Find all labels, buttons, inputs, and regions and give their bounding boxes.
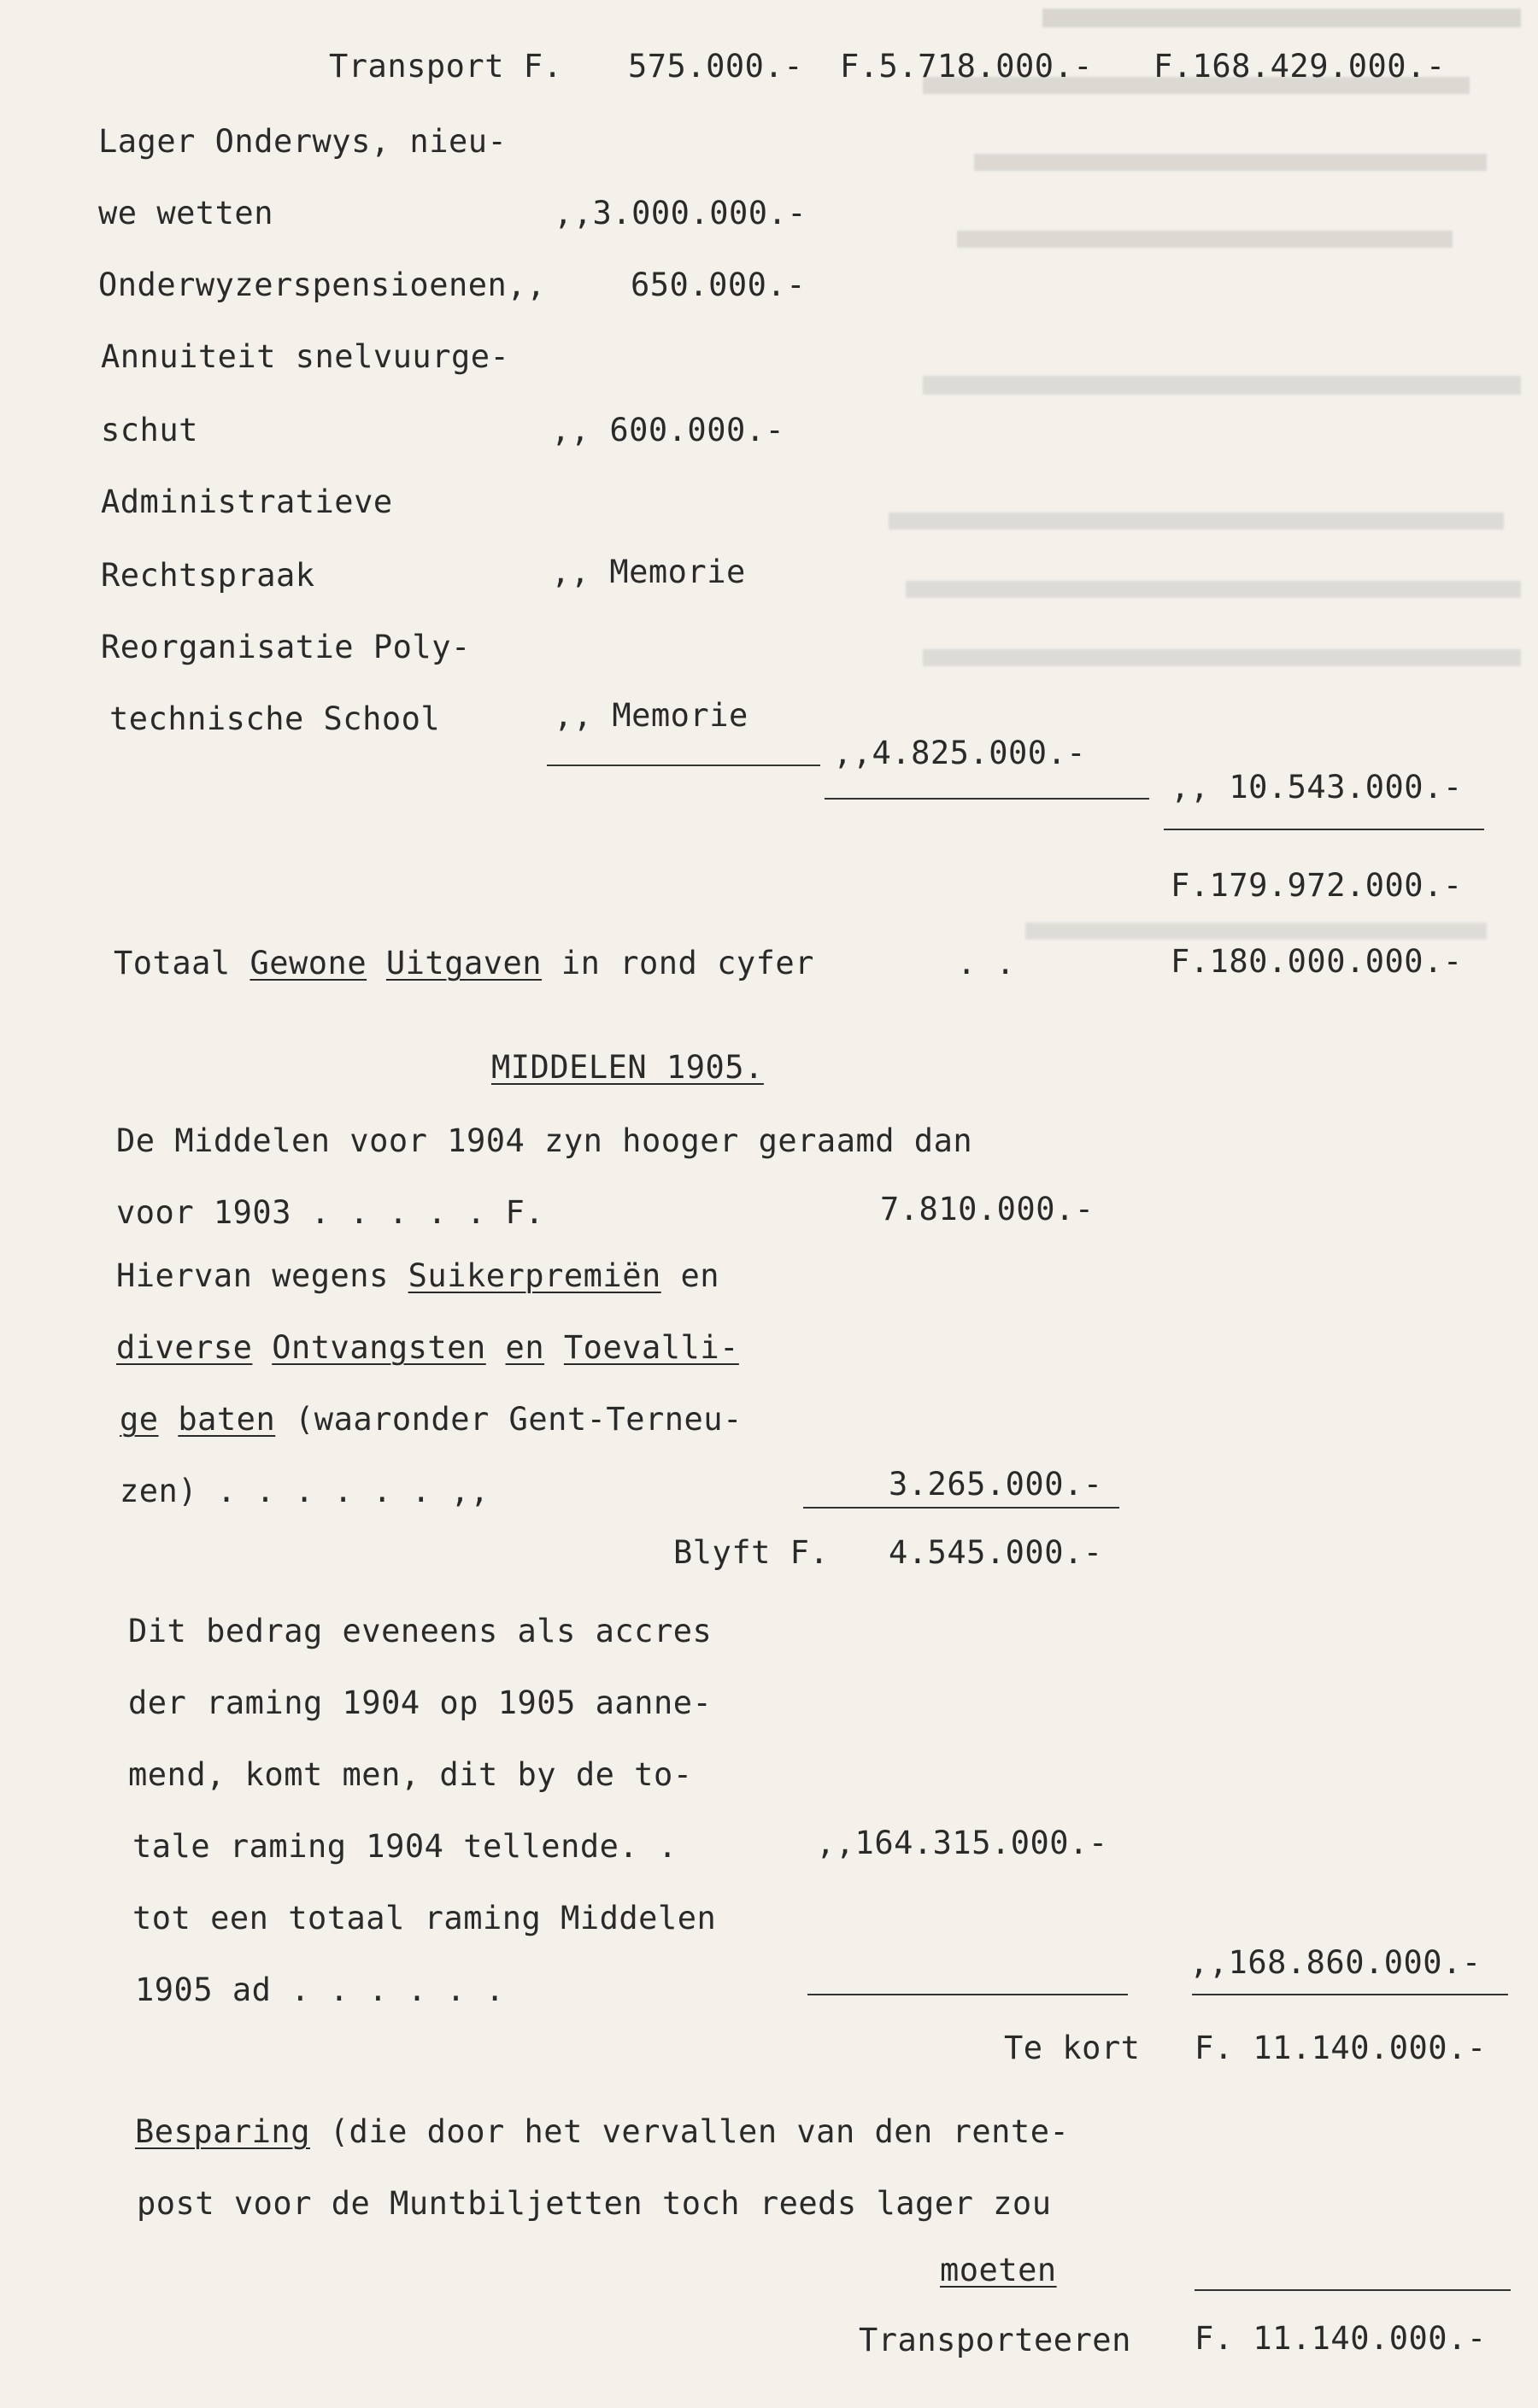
transport-col1: 575.000.- xyxy=(628,48,803,85)
transport-label: Transport F. xyxy=(329,48,563,85)
besparing-word: Besparing xyxy=(135,2113,310,2150)
middelen-text: mend, komt men, dit by de to- xyxy=(128,1756,693,1793)
totaal-prefix: Totaal xyxy=(114,945,231,981)
text-run: Hiervan wegens xyxy=(116,1257,389,1294)
text-run-underlined: Suikerpremiën xyxy=(408,1257,661,1294)
middelen-text: der raming 1904 op 1905 aanne- xyxy=(128,1684,713,1721)
item-label: Rechtspraak xyxy=(101,557,315,594)
text-run: (die door het vervallen van den rente- xyxy=(329,2113,1070,2150)
sum-col3: F.179.972.000.- xyxy=(1171,867,1463,904)
item-amount: ,, Memorie xyxy=(551,554,746,590)
middelen-text: 1905 ad . . . . . . xyxy=(135,1972,505,2008)
middelen-amount: 7.810.000.- xyxy=(880,1191,1095,1227)
transporteeren-amount: F. 11.140.000.- xyxy=(1195,2320,1487,2357)
item-amount: ,,3.000.000.- xyxy=(554,195,807,231)
middelen-text xyxy=(116,1329,739,1367)
subtotal-rule xyxy=(1164,829,1484,830)
item-amount: ,, 600.000.- xyxy=(551,412,785,448)
item-label: Annuiteit snelvuurge- xyxy=(101,338,510,375)
subtotal-col2: ,,4.825.000.- xyxy=(833,735,1087,771)
totaal-amount: F.180.000.000.- xyxy=(1171,943,1463,980)
text-run-underlined: en xyxy=(505,1329,545,1366)
amount-rule xyxy=(807,1994,1128,1995)
text-run: en xyxy=(680,1257,720,1294)
text-run-underlined: baten xyxy=(178,1401,276,1438)
te-kort-amount: F. 11.140.000.- xyxy=(1195,2030,1487,2066)
middelen-text xyxy=(116,1257,719,1295)
totaal-suffix: in rond cyfer xyxy=(561,945,814,981)
subtotal-col3: ,, 10.543.000.- xyxy=(1171,769,1463,806)
blyft-amount: 4.545.000.- xyxy=(889,1534,1103,1571)
besparing-line xyxy=(135,2113,1069,2151)
totaal-word2: Uitgaven xyxy=(385,945,543,981)
item-label: Lager Onderwys, nieu- xyxy=(98,123,508,160)
subtotal-rule xyxy=(547,765,820,766)
transport-col2: F.5.718.000.- xyxy=(840,48,1094,85)
middelen-text: Dit bedrag eveneens als accres xyxy=(128,1613,713,1649)
text-run-underlined: Ontvangsten xyxy=(272,1329,486,1366)
text-run-underlined: ge xyxy=(120,1401,159,1438)
item-amount: 650.000.- xyxy=(631,267,806,303)
besparing-line: post voor de Muntbiljetten toch reeds lager zou xyxy=(137,2185,1052,2222)
text-run-underlined: Toevalli- xyxy=(563,1329,739,1366)
middelen-text: De Middelen voor 1904 zyn hooger geraamd dan xyxy=(116,1122,973,1159)
transporteeren-label: Transporteeren xyxy=(859,2322,1131,2358)
te-kort-label: Te kort xyxy=(1004,2030,1141,2066)
middelen-text: zen) . . . . . . ,, xyxy=(120,1473,490,1509)
text-run-underlined: diverse xyxy=(116,1329,253,1366)
item-label: schut xyxy=(101,412,198,448)
middelen-amount: ,,164.315.000.- xyxy=(816,1825,1108,1861)
item-label: Reorganisatie Poly- xyxy=(101,629,471,665)
item-label: Onderwyzerspensioenen,, xyxy=(98,267,546,303)
totaal-word1: Gewone xyxy=(249,945,367,981)
blyft-label: Blyft F. xyxy=(673,1534,830,1571)
transport-col3: F.168.429.000.- xyxy=(1154,48,1446,85)
middelen-amount: 3.265.000.- xyxy=(889,1466,1103,1503)
item-label: we wetten xyxy=(98,195,273,231)
besparing-line: moeten xyxy=(940,2252,1057,2288)
middelen-text: tale raming 1904 tellende. . xyxy=(132,1828,678,1865)
item-label: Administratieve xyxy=(101,483,393,520)
totaal-line xyxy=(114,945,814,982)
totaal-dots: . . xyxy=(957,945,1016,981)
text-run: (waaronder Gent-Terneu- xyxy=(295,1401,743,1438)
middelen-total: ,,168.860.000.- xyxy=(1189,1944,1482,1981)
middelen-heading: MIDDELEN 1905. xyxy=(491,1049,764,1086)
item-label: technische School xyxy=(109,700,441,737)
amount-rule xyxy=(1192,1994,1508,1995)
middelen-text: voor 1903 . . . . . F. xyxy=(116,1194,545,1231)
amount-rule xyxy=(1195,2289,1511,2291)
subtotal-rule xyxy=(825,798,1149,800)
item-amount: ,, Memorie xyxy=(554,697,748,734)
middelen-text: tot een totaal raming Middelen xyxy=(132,1900,717,1936)
amount-rule xyxy=(803,1507,1119,1509)
middelen-text xyxy=(120,1401,743,1438)
